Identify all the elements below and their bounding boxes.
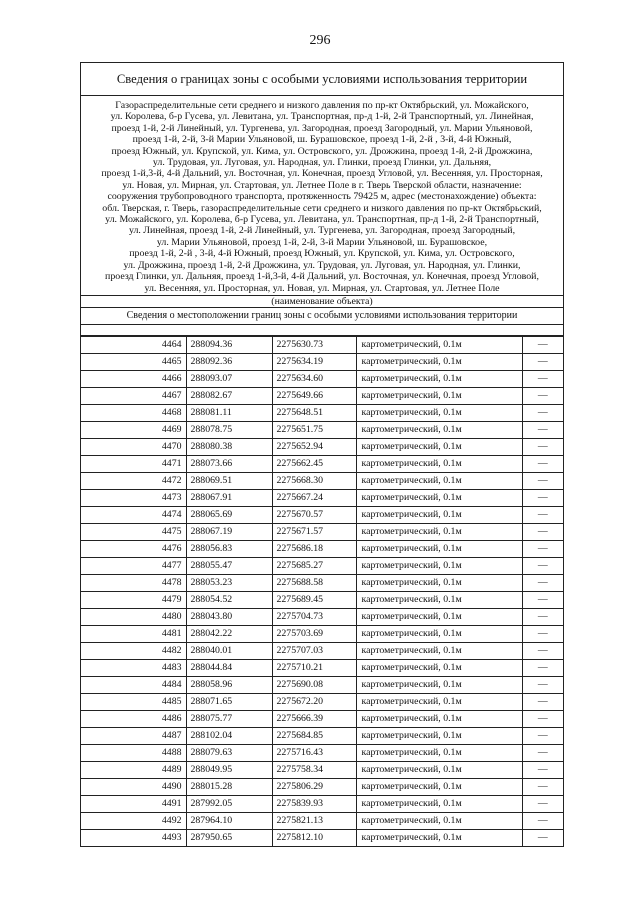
note-dash-cell: — [522,778,563,795]
method-accuracy-cell: картометрический, 0.1м [356,744,522,761]
table-row [81,795,563,812]
description-line: проезд Южный, ул. Крупской, ул. Кима, ул. Островского, ул. Дрожжина, проезд 1-й, 2-й Дрожжина, [111,145,533,157]
coord-y-cell: 2275649.66 [272,387,356,404]
point-number-cell: 4484 [81,676,186,693]
note-dash-cell: — [522,404,563,421]
table-row [81,744,563,761]
description-line: Газораспределительные сети среднего и низкого давления по пр-кт Октябрьский, ул. Можайского, [115,100,529,111]
coord-y-cell: 2275703.69 [272,625,356,642]
coord-y-cell: 2275686.18 [272,540,356,557]
coord-x-cell: 288069.51 [186,472,272,489]
point-number-cell: 4465 [81,353,186,370]
coord-x-cell: 288015.28 [186,778,272,795]
method-accuracy-cell: картометрический, 0.1м [356,591,522,608]
method-accuracy-cell: картометрический, 0.1м [356,829,522,846]
coord-y-cell: 2275839.93 [272,795,356,812]
point-number-cell: 4486 [81,710,186,727]
coord-y-cell: 2275821.13 [272,812,356,829]
method-accuracy-cell: картометрический, 0.1м [356,778,522,795]
table-row [81,710,563,727]
method-accuracy-cell: картометрический, 0.1м [356,336,522,353]
table-row [81,659,563,676]
description-line: ул. Новая, ул. Мирная, ул. Стартовая, ул. Летнее Поле в г. Тверь Тверской области, назначение: [122,179,522,191]
point-number-cell: 4483 [81,659,186,676]
method-accuracy-cell: картометрический, 0.1м [356,455,522,472]
coord-y-cell: 2275667.24 [272,489,356,506]
method-accuracy-cell: картометрический, 0.1м [356,472,522,489]
point-number-cell: 4492 [81,812,186,829]
table-row [81,557,563,574]
table-row [81,404,563,421]
point-number-cell: 4468 [81,404,186,421]
coord-y-cell: 2275710.21 [272,659,356,676]
method-accuracy-cell: картометрический, 0.1м [356,642,522,659]
coord-x-cell: 288067.19 [186,523,272,540]
method-accuracy-cell: картометрический, 0.1м [356,506,522,523]
point-number-cell: 4472 [81,472,186,489]
note-dash-cell: — [522,523,563,540]
note-dash-cell: — [522,387,563,404]
note-dash-cell: — [522,421,563,438]
method-accuracy-cell: картометрический, 0.1м [356,523,522,540]
description-line: ул. Дрожжина, проезд 1-й, 2-й Дрожжина, ул. Трудовая, ул. Луговая, ул. Народная, ул. Глинки, [123,259,521,271]
table-row [81,506,563,523]
coord-x-cell: 288080.38 [186,438,272,455]
coord-x-cell: 288058.96 [186,676,272,693]
note-dash-cell: — [522,693,563,710]
note-dash-cell: — [522,727,563,744]
point-number-cell: 4475 [81,523,186,540]
description-line: проезд Глинки, ул. Дальняя, проезд 1-й,3-й, 4-й Дальний, ул. Восточная, ул. Конечная, проезд Угловой, [105,271,539,283]
coord-x-cell: 288049.95 [186,761,272,778]
point-number-cell: 4487 [81,727,186,744]
coord-x-cell: 288094.36 [186,336,272,353]
coord-y-cell: 2275806.29 [272,778,356,795]
method-accuracy-cell: картометрический, 0.1м [356,608,522,625]
table-row [81,370,563,387]
coord-y-cell: 2275651.75 [272,421,356,438]
method-accuracy-cell: картометрический, 0.1м [356,404,522,421]
note-dash-cell: — [522,557,563,574]
method-accuracy-cell: картометрический, 0.1м [356,387,522,404]
point-number-cell: 4473 [81,489,186,506]
table-row [81,608,563,625]
method-accuracy-cell: картометрический, 0.1м [356,421,522,438]
object-name-caption: (наименование объекта) [81,296,563,308]
table-row [81,574,563,591]
table-row [81,421,563,438]
coord-x-cell: 288054.52 [186,591,272,608]
description-line: ул. Марии Ульяновой, проезд 1-й, 2-й, 3-й Марии Ульяновой, ш. Бурашовское, [156,236,488,248]
note-dash-cell: — [522,591,563,608]
coord-x-cell: 288093.07 [186,370,272,387]
table-row [81,523,563,540]
method-accuracy-cell: картометрический, 0.1м [356,710,522,727]
page-number: 296 [309,33,331,48]
point-number-cell: 4478 [81,574,186,591]
method-accuracy-cell: картометрический, 0.1м [356,353,522,370]
method-accuracy-cell: картометрический, 0.1м [356,625,522,642]
coord-y-cell: 2275671.57 [272,523,356,540]
table-row [81,540,563,557]
point-number-cell: 4471 [81,455,186,472]
table-row [81,778,563,795]
note-dash-cell: — [522,744,563,761]
coord-y-cell: 2275648.51 [272,404,356,421]
table-row [81,387,563,404]
description-line: проезд 1-й, 2-й Линейный, ул. Тургенева, ул. Загородная, проезд Загородный, ул. Марии Ульяновой, [111,122,533,134]
method-accuracy-cell: картометрический, 0.1м [356,557,522,574]
coord-x-cell: 288078.75 [186,421,272,438]
coord-y-cell: 2275634.19 [272,353,356,370]
point-number-cell: 4467 [81,387,186,404]
description-line: ул. Трудовая, ул. Луговая, ул. Народная, ул. Глинки, проезд Глинки, ул. Дальняя, [152,157,492,169]
method-accuracy-cell: картометрический, 0.1м [356,370,522,387]
object-description [81,96,563,296]
point-number-cell: 4476 [81,540,186,557]
coord-y-cell: 2275630.73 [272,336,356,353]
method-accuracy-cell: картометрический, 0.1м [356,438,522,455]
coord-x-cell: 287964.10 [186,812,272,829]
note-dash-cell: — [522,676,563,693]
description-line: ул. Королева, б-р Гусева, ул. Левитана, ул. Транспортная, пр-д 1-й, 2-й Транспортный, ул. Линейная, [110,111,534,123]
coord-y-cell: 2275704.73 [272,608,356,625]
note-dash-cell: — [522,455,563,472]
point-number-cell: 4474 [81,506,186,523]
note-dash-cell: — [522,829,563,846]
point-number-cell: 4464 [81,336,186,353]
coord-x-cell: 288079.63 [186,744,272,761]
table-row [81,693,563,710]
coord-y-cell: 2275688.58 [272,574,356,591]
method-accuracy-cell: картометрический, 0.1м [356,659,522,676]
coord-y-cell: 2275685.27 [272,557,356,574]
coord-y-cell: 2275670.57 [272,506,356,523]
table-row [81,591,563,608]
description-line: обл. Тверская, г. Тверь, газораспределительные сети среднего и низкого давления по пр-кт Октябрьский, [102,202,542,214]
coord-x-cell: 287992.05 [186,795,272,812]
document-frame [80,62,564,847]
method-accuracy-cell: картометрический, 0.1м [356,676,522,693]
note-dash-cell: — [522,642,563,659]
note-dash-cell: — [522,472,563,489]
table-row [81,676,563,693]
note-dash-cell: — [522,761,563,778]
point-number-cell: 4485 [81,693,186,710]
coord-y-cell: 2275707.03 [272,642,356,659]
method-accuracy-cell: картометрический, 0.1м [356,727,522,744]
point-number-cell: 4490 [81,778,186,795]
table-row [81,472,563,489]
method-accuracy-cell: картометрический, 0.1м [356,812,522,829]
coord-y-cell: 2275672.20 [272,693,356,710]
description-line: ул. Линейная, проезд 1-й, 2-й Линейный, ул. Тургенева, ул. Загородная, проезд Загородный, [128,225,516,237]
note-dash-cell: — [522,489,563,506]
point-number-cell: 4489 [81,761,186,778]
method-accuracy-cell: картометрический, 0.1м [356,489,522,506]
point-number-cell: 4491 [81,795,186,812]
note-dash-cell: — [522,336,563,353]
coord-x-cell: 288055.47 [186,557,272,574]
note-dash-cell: — [522,353,563,370]
coord-x-cell: 288082.67 [186,387,272,404]
description-line: проезд 1-й, 2-й, 3-й Марии Ульяновой, ш. Бурашовское, проезд 1-й, 2-й , 3-й, 4-й Южный, [132,134,512,146]
coord-y-cell: 2275758.34 [272,761,356,778]
coord-y-cell: 2275666.39 [272,710,356,727]
point-number-cell: 4481 [81,625,186,642]
note-dash-cell: — [522,506,563,523]
description-line: сооружения трубопроводного транспорта, протяженность 79425 м, адрес (местонахождение) объекта: [107,191,537,203]
coordinates-table [81,336,563,847]
coord-x-cell: 288073.66 [186,455,272,472]
table-row [81,761,563,778]
method-accuracy-cell: картометрический, 0.1м [356,795,522,812]
method-accuracy-cell: картометрический, 0.1м [356,574,522,591]
coord-x-cell: 288053.23 [186,574,272,591]
point-number-cell: 4488 [81,744,186,761]
coord-y-cell: 2275634.60 [272,370,356,387]
point-number-cell: 4469 [81,421,186,438]
point-number-cell: 4480 [81,608,186,625]
coord-y-cell: 2275689.45 [272,591,356,608]
method-accuracy-cell: картометрический, 0.1м [356,693,522,710]
table-row [81,812,563,829]
method-accuracy-cell: картометрический, 0.1м [356,540,522,557]
table-row [81,489,563,506]
coord-x-cell: 288044.84 [186,659,272,676]
description-line: ул. Можайского, ул. Королева, б-р Гусева, ул. Левитана, ул. Транспортная, пр-д 1-й, 2-й Транспортный, [105,214,539,226]
description-line: ул. Весенняя, ул. Просторная, ул. Новая, ул. Мирная, ул. Стартовая, ул. Летнее Поле [144,282,500,294]
coord-x-cell: 288075.77 [186,710,272,727]
coord-x-cell: 288042.22 [186,625,272,642]
note-dash-cell: — [522,795,563,812]
note-dash-cell: — [522,710,563,727]
note-dash-cell: — [522,540,563,557]
description-line: проезд 1-й, 2-й , 3-й, 4-й Южный, проезд Южный, ул. Крупской, ул. Кима, ул. Островского, [129,248,515,260]
table-row [81,455,563,472]
note-dash-cell: — [522,812,563,829]
note-dash-cell: — [522,659,563,676]
point-number-cell: 4477 [81,557,186,574]
coord-x-cell: 288043.80 [186,608,272,625]
coord-y-cell: 2275662.45 [272,455,356,472]
description-line: проезд 1-й,3-й, 4-й Дальний, ул. Восточная, ул. Конечная, проезд Угловой, ул. Весенняя, ул. Просторная, [101,168,543,180]
coord-x-cell: 288092.36 [186,353,272,370]
note-dash-cell: — [522,370,563,387]
point-number-cell: 4482 [81,642,186,659]
coord-x-cell: 288056.83 [186,540,272,557]
section-title: Сведения о местоположении границ зоны с особыми условиями использования территории [81,308,563,325]
coord-x-cell: 288081.11 [186,404,272,421]
coord-x-cell: 287950.65 [186,829,272,846]
coord-x-cell: 288067.91 [186,489,272,506]
note-dash-cell: — [522,438,563,455]
table-spacer [81,325,563,336]
coord-y-cell: 2275652.94 [272,438,356,455]
coord-y-cell: 2275690.08 [272,676,356,693]
coord-y-cell: 2275716.43 [272,744,356,761]
coord-y-cell: 2275668.30 [272,472,356,489]
note-dash-cell: — [522,574,563,591]
coord-x-cell: 288065.69 [186,506,272,523]
table-row [81,829,563,846]
note-dash-cell: — [522,625,563,642]
table-row [81,625,563,642]
point-number-cell: 4466 [81,370,186,387]
point-number-cell: 4470 [81,438,186,455]
table-row [81,336,563,353]
coord-x-cell: 288102.04 [186,727,272,744]
table-row [81,353,563,370]
coord-x-cell: 288071.65 [186,693,272,710]
point-number-cell: 4493 [81,829,186,846]
coord-x-cell: 288040.01 [186,642,272,659]
point-number-cell: 4479 [81,591,186,608]
note-dash-cell: — [522,608,563,625]
method-accuracy-cell: картометрический, 0.1м [356,761,522,778]
table-row [81,727,563,744]
table-row [81,438,563,455]
coord-y-cell: 2275812.10 [272,829,356,846]
document-title: Сведения о границах зоны с особыми условиями использования территории [81,63,563,96]
coord-y-cell: 2275684.85 [272,727,356,744]
table-row [81,642,563,659]
